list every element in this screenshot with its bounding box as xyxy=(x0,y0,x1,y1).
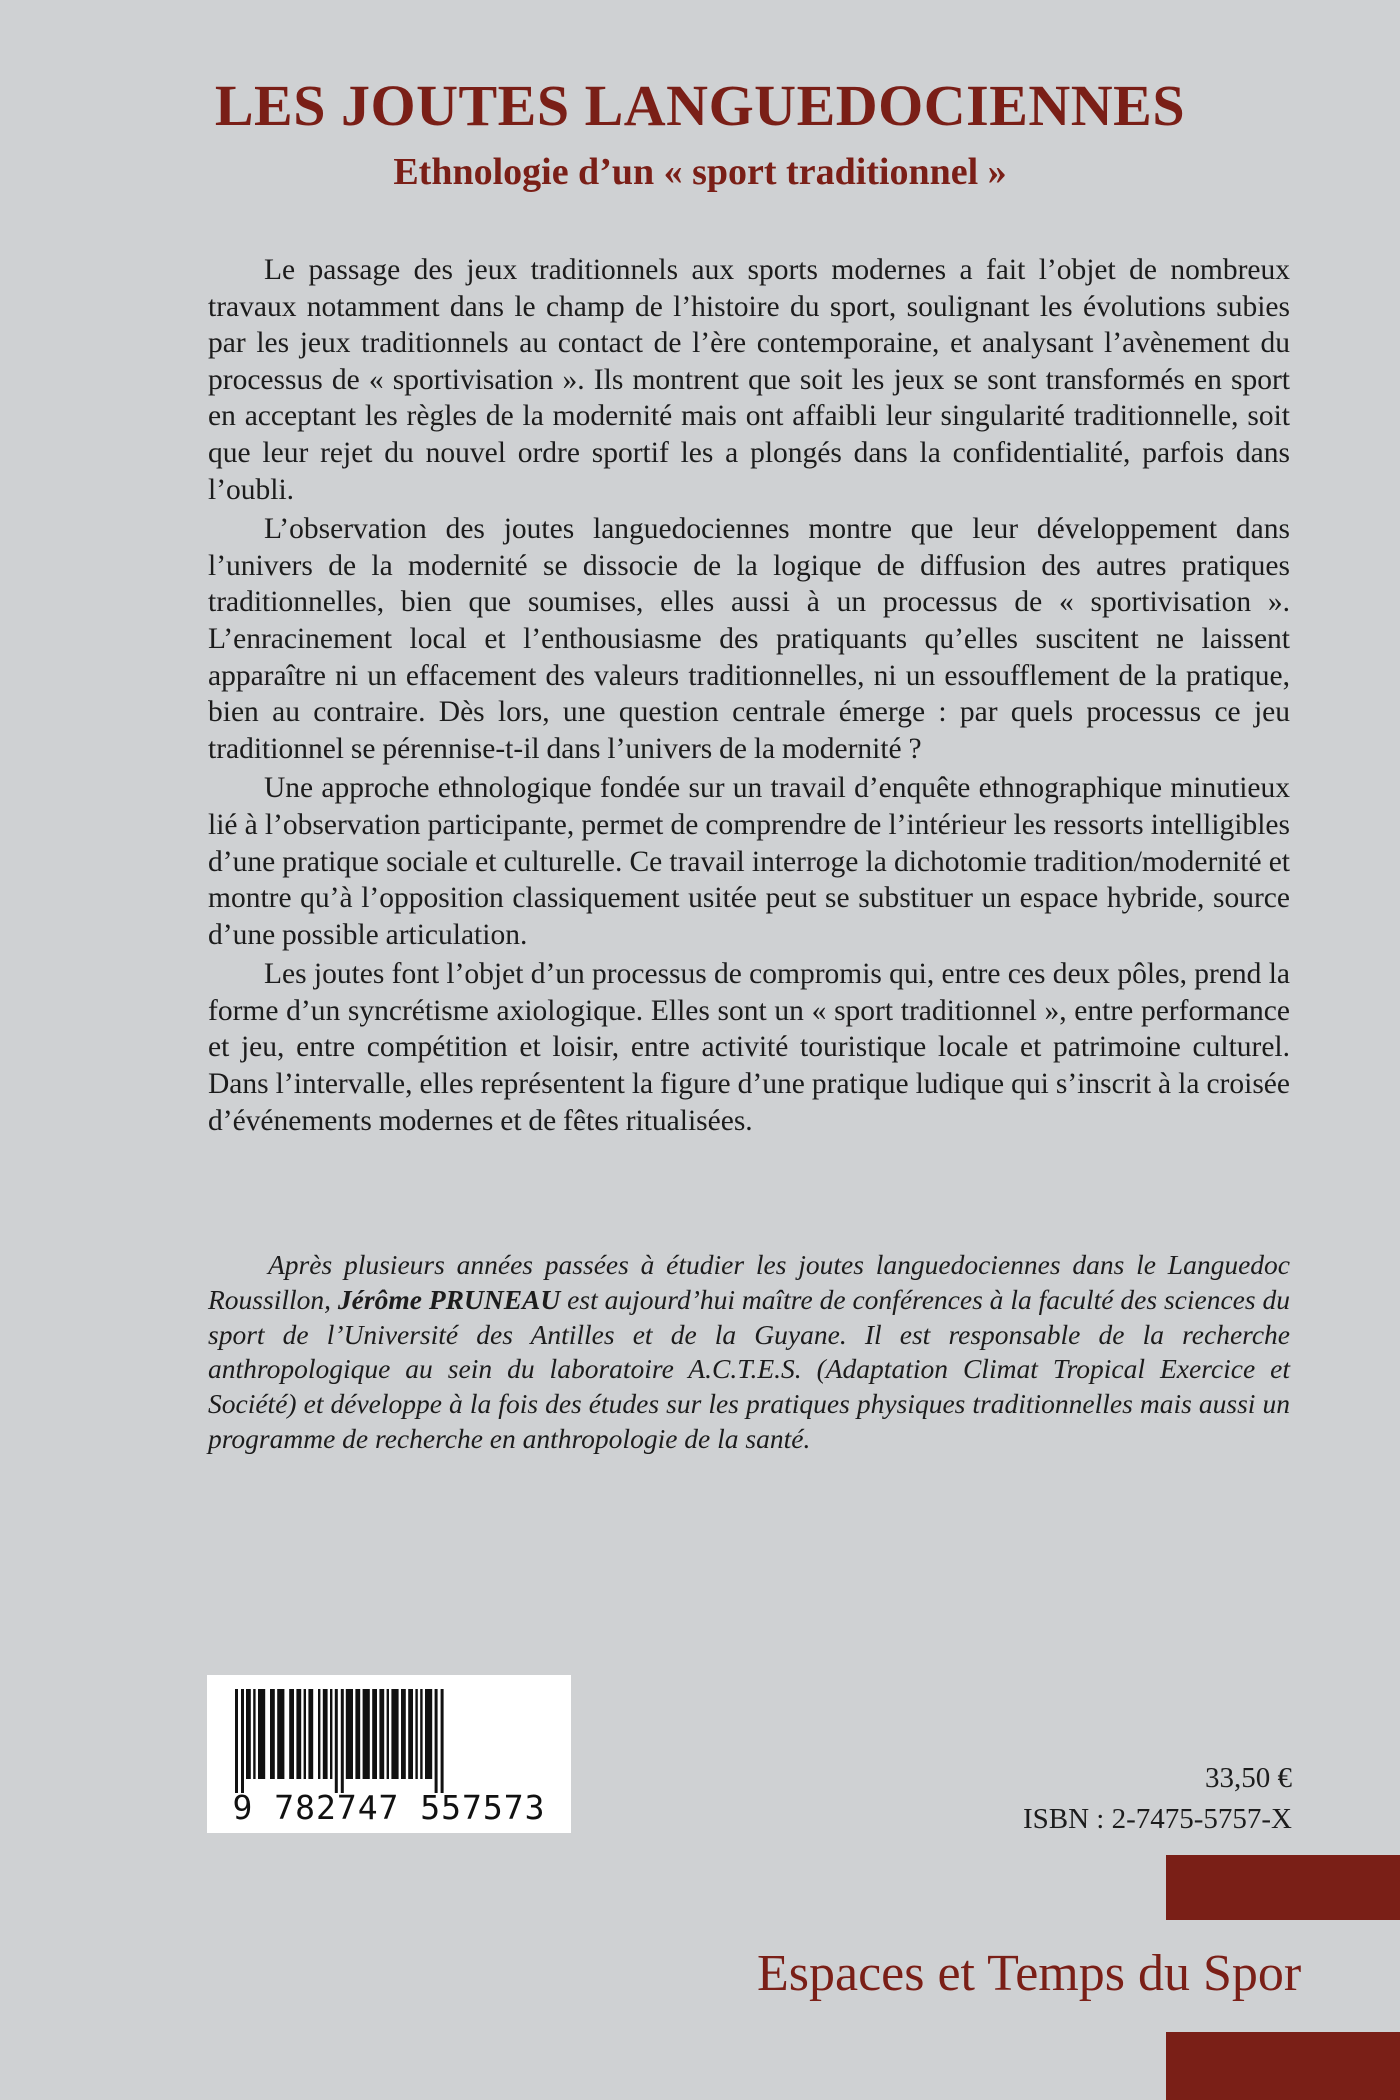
author-name: Jérôme PRUNEAU xyxy=(337,1283,561,1315)
series-band-bottom xyxy=(1166,2032,1400,2100)
barcode-bar xyxy=(346,1689,353,1779)
barcode-bar xyxy=(323,1689,328,1779)
series-name: Espaces et Temps du Spor xyxy=(757,1945,1302,2002)
barcode-bar xyxy=(363,1689,370,1779)
barcode-bar xyxy=(289,1689,294,1779)
barcode-bar xyxy=(420,1689,422,1779)
barcode-bar xyxy=(253,1689,255,1779)
barcode-bar xyxy=(246,1689,251,1779)
barcode-guard-bar xyxy=(435,1689,438,1793)
barcode-bar xyxy=(408,1689,413,1779)
barcode-bar xyxy=(401,1689,406,1779)
summary-paragraph: L’observation des joutes languedociennes montre que leur développement dans l’univers de la modernité se dissocie de la logique de diffusion des autres pratiques traditionnelles, bien que soumises, elles aussi à un processus de « sportivisation ». L’enracinement local et l’enthousiasme des pratiquants qu’elles suscitent ne laissent apparaître ni un effacement des valeurs traditionnelles, ni un essoufflement de la pratique, bien au contraire. Dès lors, une question centrale émerge : par quels processus ce jeu traditionnel se pérennise-t-il dans l’univers de la modernité ? xyxy=(208,513,1290,765)
barcode-bar xyxy=(372,1689,377,1779)
barcode-bar xyxy=(387,1689,389,1779)
barcode-bar xyxy=(277,1689,284,1779)
barcode-bar xyxy=(304,1689,306,1779)
barcode-bar xyxy=(296,1689,301,1779)
summary-paragraph: Les joutes font l’objet d’un processus de compromis qui, entre ces deux pôles, prend la forme d’un syncrétisme axiologique. Elles sont un « sport traditionnel », entre performance et jeu, entre compétition et loisir, entre activité touristique locale et patrimoine culturel. Dans l’intervalle, elles représentent la figure d’une pratique ludique qui s’inscrit à la croisée d’événements modernes et de fêtes ritualisées. xyxy=(208,958,1290,1137)
series-band-top xyxy=(1166,1855,1400,1920)
summary-text xyxy=(208,252,1290,1139)
barcode-bars xyxy=(207,1675,571,1793)
barcode-bar xyxy=(258,1689,265,1779)
book-title: LES JOUTES LANGUEDOCIENNES xyxy=(214,73,1186,138)
barcode-bar xyxy=(330,1689,332,1779)
barcode-digits: 9 782747 557573 xyxy=(232,1788,546,1827)
summary-paragraph: Le passage des jeux traditionnels aux sports modernes a fait l’objet de nombreux travaux notamment dans le champ de l’histoire du sport, soulignant les évolutions subies par les jeux traditionnels au contact de l’ère contemporaine, et analysant l’avènement du processus de « sportivisation ». Ils montrent que soit les jeux se sont transformés en sport en acceptant les règles de la modernité mais ont affaibli leur singularité traditionnelle, soit que leur rejet du nouvel ordre sportif les a plongés dans la confidentialité, parfois dans l’oubli. xyxy=(208,254,1290,506)
barcode xyxy=(207,1675,571,1833)
barcode-guard-bar xyxy=(241,1689,244,1793)
isbn: ISBN : 2-7475-5757-X xyxy=(1022,1803,1292,1835)
author-bio xyxy=(208,1248,1290,1457)
summary-paragraph: Une approche ethnologique fondée sur un travail d’enquête ethnographique minutieux lié à l’observation participante, permet de comprendre de l’intérieur les ressorts intelligibles d’une pratique sociale et culturelle. Ce travail interroge la dichotomie tradition/modernité et montre qu’à l’opposition classiquement usitée peut se substituer un espace hybride, source d’une possible articulation. xyxy=(208,772,1290,951)
book-subtitle: Ethnologie d’un « sport traditionnel » xyxy=(393,151,1007,193)
barcode-bar xyxy=(391,1689,398,1779)
barcode-bar xyxy=(415,1689,417,1779)
barcode-bar xyxy=(318,1689,320,1779)
barcode-guard-bar xyxy=(441,1689,444,1793)
author-bio-intro: Après plusieurs années passées à étudier les joutes languedociennes dans le Languedoc Roussillon, xyxy=(208,1249,1290,1315)
barcode-bar xyxy=(308,1689,313,1779)
barcode-bar xyxy=(270,1689,275,1779)
price: 33,50 € xyxy=(1205,1762,1292,1794)
barcode-bar xyxy=(355,1689,360,1779)
barcode-guard-bar xyxy=(335,1689,338,1793)
author-bio-details: est aujourd’hui maître de conférences à la faculté des sciences du sport de l’Université des Antilles et de la Guyane. Il est responsable de la recherche anthropologique au sein du laboratoire A.C.T.E.S. (Adaptation Climat Tropical Exercice et Société) et développe à la fois des études sur les pratiques physiques traditionnelles mais aussi un programme de recherche en anthropologie de la santé. xyxy=(208,1283,1291,1454)
barcode-bar xyxy=(379,1689,384,1779)
barcode-guard-bar xyxy=(235,1689,238,1793)
barcode-bar xyxy=(425,1689,432,1779)
barcode-guard-bar xyxy=(341,1689,344,1793)
